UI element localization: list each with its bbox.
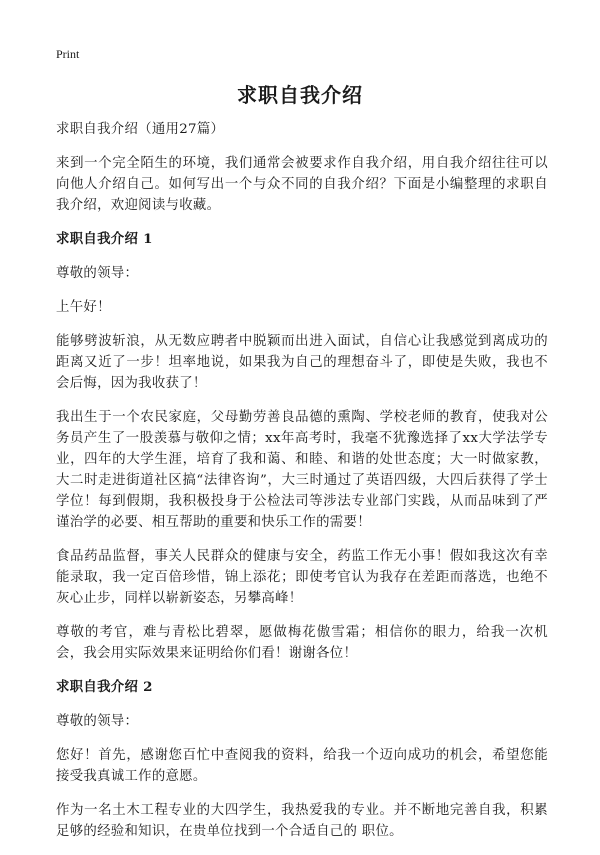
paragraph: 能够劈波斩浪，从无数应聘者中脱颖而出进入面试，自信心让我感觉到离成功的距离又近了一步！坦率地说，如果我为自己的理想奋斗了，即使是失败，我也不会后悔，因为我收获了！: [56, 334, 548, 391]
paragraph: 我出生于一个农民家庭，父母勤劳善良品德的熏陶、学校老师的教育，使我对公务员产生了一股羡慕与敬仰之情；xx年高考时，我毫不犹豫选择了xx大学法学专业，四年的大学生涯，培育了我和蔼、和睦、和谐的处世态度；大一时做家教，大二时走进街道社区搞“法律咨询”，大三时通过了英语四级，大四后获得了学士学位！每到假期，我积极投身于公检法司等涉法专业部门实践，从而品味到了严谨治学的必要、相互帮助的重要和快乐工作的需要！: [56, 410, 548, 530]
intro-paragraph: 来到一个完全陌生的环境，我们通常会被要求作自我介绍，用自我介绍往往可以向他人介绍自己。如何写出一个与众不同的自我介绍？下面是小编整理的求职自我介绍，欢迎阅读与收藏。: [56, 156, 548, 213]
paragraph: 您好！首先，感谢您百忙中查阅我的资料，给我一个迈向成功的机会，希望您能接受我真诚工作的意愿。: [56, 748, 548, 784]
paragraph: 上午好！: [56, 300, 111, 315]
paragraph: 作为一名土木工程专业的大四学生，我热爱我的专业。并不断地完善自我，积累足够的经验和知识，在贵单位找到一个合适自己的 职位。: [56, 803, 548, 839]
paragraph: 食品药品监督，事关人民群众的健康与安全，药监工作无小事！假如我这次有幸能录取，我一定百倍珍惜，锦上添花；即使考官认为我存在差距而落选，也绝不灰心止步，同样以崭新姿态，另攀高峰！: [56, 549, 548, 606]
paragraph: 尊敬的领导：: [56, 266, 139, 281]
document-body: [56, 119, 548, 855]
section-heading: 求职自我介绍 1: [56, 231, 153, 247]
paragraph: 尊敬的领导：: [56, 714, 139, 729]
page-title: 求职自我介绍: [237, 83, 363, 107]
print-link[interactable]: Print: [56, 47, 80, 61]
section-heading: 求职自我介绍 2: [56, 679, 153, 695]
paragraph: 尊敬的考官，难与青松比碧翠，愿做梅花傲雪霜；相信你的眼力，给我一次机会，我会用实际效果来证明给你们看！谢谢各位！: [56, 625, 548, 661]
document-subtitle: 求职自我介绍（通用27篇）: [56, 122, 225, 137]
